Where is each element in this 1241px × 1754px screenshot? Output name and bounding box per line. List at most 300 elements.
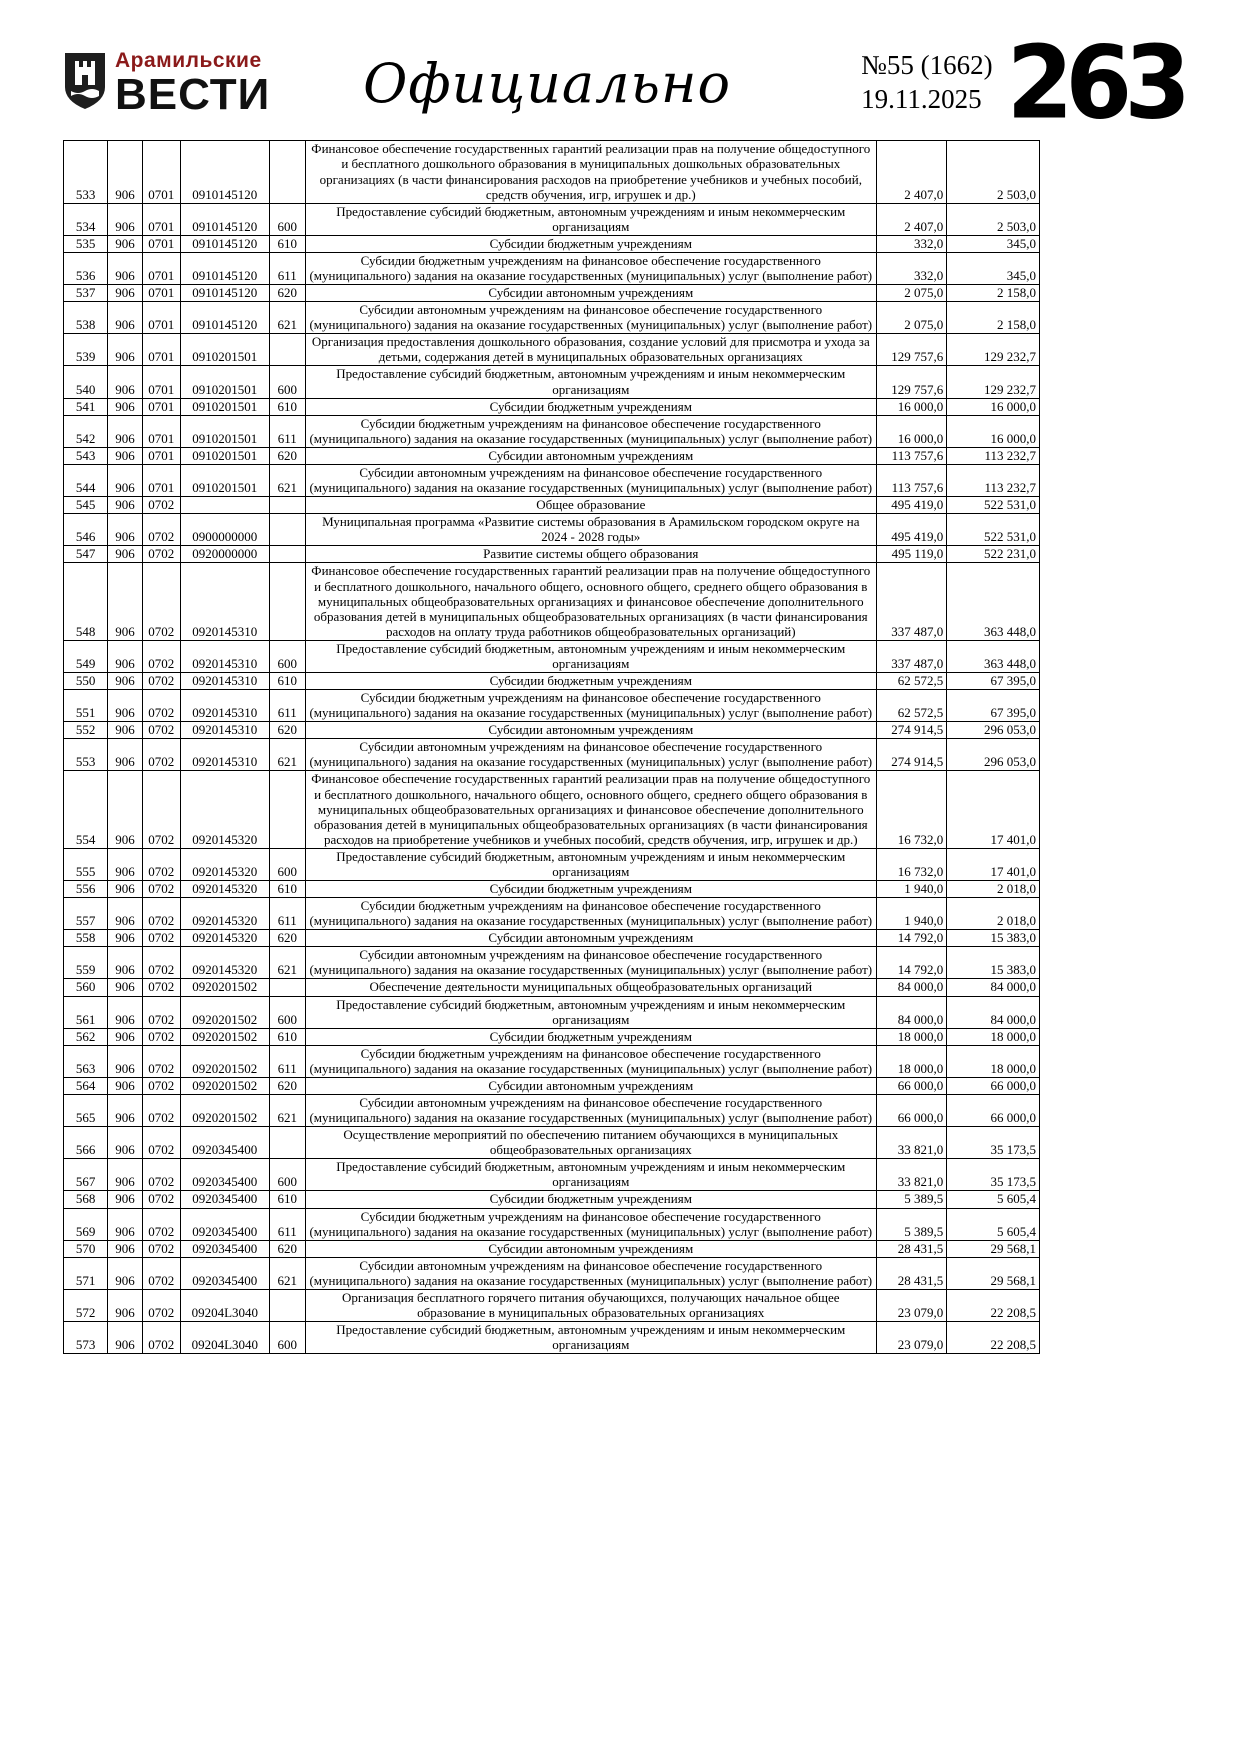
amount-cell-1: 5 389,5 [876, 1191, 947, 1208]
grbs-code-cell: 906 [108, 546, 142, 563]
target-article-cell: 0900000000 [180, 514, 269, 546]
name-cell: Субсидии бюджетным учреждениям на финансовое обеспечение государственного (муниципального) задания на оказание государственных (муниципальных) услуг (выполнение работ) [305, 252, 876, 284]
target-article-cell: 0920345400 [180, 1159, 269, 1191]
target-article-cell: 0920201502 [180, 1045, 269, 1077]
table-row [64, 1159, 1040, 1191]
target-article-cell: 09204L3040 [180, 1322, 269, 1354]
line-number-cell: 536 [64, 252, 108, 284]
expense-type-cell: 610 [269, 672, 305, 689]
table-row [64, 1208, 1040, 1240]
section-code-cell: 0702 [142, 930, 180, 947]
grbs-code-cell: 906 [108, 334, 142, 366]
line-number-cell: 559 [64, 947, 108, 979]
line-number-cell: 560 [64, 979, 108, 996]
section-code-cell: 0701 [142, 235, 180, 252]
grbs-code-cell: 906 [108, 947, 142, 979]
table-row [64, 464, 1040, 496]
name-cell: Финансовое обеспечение государственных гарантий реализации прав на получение общедоступного и бесплатного дошкольного, начального общего, основного общего, среднего общего образования в муниципальных общеобразовательных организациях и финансовое обеспечение дополнительного образования детей в муниципальных общеобразовательных организациях (в части финансирования расходов на оплату труда работников общеобразовательных организаций) [305, 563, 876, 640]
table-row [64, 1289, 1040, 1321]
expense-type-cell: 621 [269, 1257, 305, 1289]
expense-type-cell: 620 [269, 1240, 305, 1257]
amount-cell-1: 62 572,5 [876, 672, 947, 689]
grbs-code-cell: 906 [108, 398, 142, 415]
grbs-code-cell: 906 [108, 514, 142, 546]
line-number-cell: 570 [64, 1240, 108, 1257]
grbs-code-cell: 906 [108, 690, 142, 722]
expense-type-cell [269, 497, 305, 514]
name-cell: Организация бесплатного горячего питания обучающихся, получающих начальное общее образование в муниципальных образовательных организациях [305, 1289, 876, 1321]
target-article-cell: 0910201501 [180, 366, 269, 398]
amount-cell-1: 2 075,0 [876, 285, 947, 302]
section-code-cell: 0702 [142, 1159, 180, 1191]
target-article-cell: 0910145120 [180, 302, 269, 334]
amount-cell-1: 495 419,0 [876, 514, 947, 546]
amount-cell-2: 17 401,0 [947, 771, 1040, 848]
target-article-cell: 0920145320 [180, 930, 269, 947]
grbs-code-cell: 906 [108, 497, 142, 514]
section-code-cell: 0702 [142, 996, 180, 1028]
grbs-code-cell: 906 [108, 771, 142, 848]
grbs-code-cell: 906 [108, 848, 142, 880]
name-cell: Муниципальная программа «Развитие системы образования в Арамильском городском округе на 2024 - 2028 годы» [305, 514, 876, 546]
target-article-cell: 0910145120 [180, 203, 269, 235]
amount-cell-2: 35 173,5 [947, 1159, 1040, 1191]
amount-cell-2: 18 000,0 [947, 1045, 1040, 1077]
line-number-cell: 538 [64, 302, 108, 334]
amount-cell-2: 17 401,0 [947, 848, 1040, 880]
amount-cell-1: 23 079,0 [876, 1322, 947, 1354]
expense-type-cell: 621 [269, 947, 305, 979]
section-code-cell: 0701 [142, 334, 180, 366]
expense-type-cell [269, 1127, 305, 1159]
grbs-code-cell: 906 [108, 415, 142, 447]
name-cell: Предоставление субсидий бюджетным, автономным учреждениям и иным некоммерческим организациям [305, 366, 876, 398]
grbs-code-cell: 906 [108, 366, 142, 398]
name-cell: Предоставление субсидий бюджетным, автономным учреждениям и иным некоммерческим организациям [305, 996, 876, 1028]
name-cell: Предоставление субсидий бюджетным, автономным учреждениям и иным некоммерческим организациям [305, 640, 876, 672]
line-number-cell: 544 [64, 464, 108, 496]
line-number-cell: 533 [64, 141, 108, 203]
name-cell: Обеспечение деятельности муниципальных общеобразовательных организаций [305, 979, 876, 996]
grbs-code-cell: 906 [108, 1240, 142, 1257]
expense-type-cell [269, 546, 305, 563]
expense-type-cell: 620 [269, 447, 305, 464]
page-number: 263 [1006, 24, 1183, 142]
amount-cell-2: 66 000,0 [947, 1095, 1040, 1127]
grbs-code-cell: 906 [108, 203, 142, 235]
name-cell: Субсидии автономным учреждениям на финансовое обеспечение государственного (муниципального) задания на оказание государственных (муниципальных) услуг (выполнение работ) [305, 1095, 876, 1127]
section-code-cell: 0702 [142, 947, 180, 979]
amount-cell-1: 129 757,6 [876, 366, 947, 398]
grbs-code-cell: 906 [108, 1028, 142, 1045]
amount-cell-2: 67 395,0 [947, 690, 1040, 722]
table-row [64, 415, 1040, 447]
amount-cell-1: 23 079,0 [876, 1289, 947, 1321]
amount-cell-2: 363 448,0 [947, 640, 1040, 672]
table-row [64, 1257, 1040, 1289]
grbs-code-cell: 906 [108, 1127, 142, 1159]
amount-cell-2: 113 232,7 [947, 447, 1040, 464]
amount-cell-2: 296 053,0 [947, 722, 1040, 739]
name-cell: Субсидии бюджетным учреждениям на финансовое обеспечение государственного (муниципального) задания на оказание государственных (муниципальных) услуг (выполнение работ) [305, 1208, 876, 1240]
grbs-code-cell: 906 [108, 1045, 142, 1077]
amount-cell-1: 495 119,0 [876, 546, 947, 563]
amount-cell-1: 2 407,0 [876, 141, 947, 203]
target-article-cell: 0920345400 [180, 1208, 269, 1240]
line-number-cell: 540 [64, 366, 108, 398]
expense-type-cell: 600 [269, 1159, 305, 1191]
line-number-cell: 556 [64, 880, 108, 897]
brand-name-bottom: ВЕСТИ [115, 69, 271, 119]
target-article-cell: 0920145310 [180, 640, 269, 672]
grbs-code-cell: 906 [108, 563, 142, 640]
name-cell: Предоставление субсидий бюджетным, автономным учреждениям и иным некоммерческим организациям [305, 848, 876, 880]
amount-cell-2: 345,0 [947, 235, 1040, 252]
amount-cell-1: 337 487,0 [876, 563, 947, 640]
name-cell: Субсидии бюджетным учреждениям [305, 672, 876, 689]
amount-cell-2: 2 158,0 [947, 302, 1040, 334]
amount-cell-1: 62 572,5 [876, 690, 947, 722]
table-row [64, 203, 1040, 235]
amount-cell-1: 274 914,5 [876, 739, 947, 771]
amount-cell-2: 363 448,0 [947, 563, 1040, 640]
brand-text [115, 50, 270, 117]
target-article-cell: 0920145320 [180, 848, 269, 880]
amount-cell-1: 18 000,0 [876, 1045, 947, 1077]
name-cell: Финансовое обеспечение государственных гарантий реализации прав на получение общедоступного и бесплатного дошкольного образования в муниципальных дошкольных образовательных организациях (в части финансирования расходов на приобретение учебников и учебных пособий, средств обучения, игр, игрушек и др.) [305, 141, 876, 203]
table-row [64, 1028, 1040, 1045]
budget-table-body [64, 141, 1040, 1354]
name-cell: Субсидии автономным учреждениям на финансовое обеспечение государственного (муниципального) задания на оказание государственных (муниципальных) услуг (выполнение работ) [305, 947, 876, 979]
line-number-cell: 561 [64, 996, 108, 1028]
amount-cell-1: 129 757,6 [876, 334, 947, 366]
table-row [64, 979, 1040, 996]
table-row [64, 739, 1040, 771]
issue-number: №55 (1662) [861, 50, 993, 81]
name-cell: Общее образование [305, 497, 876, 514]
section-code-cell: 0702 [142, 1045, 180, 1077]
line-number-cell: 564 [64, 1077, 108, 1094]
table-row [64, 898, 1040, 930]
expense-type-cell: 621 [269, 302, 305, 334]
expense-type-cell: 611 [269, 415, 305, 447]
amount-cell-2: 15 383,0 [947, 947, 1040, 979]
table-row [64, 690, 1040, 722]
section-code-cell: 0702 [142, 722, 180, 739]
line-number-cell: 547 [64, 546, 108, 563]
section-code-cell: 0702 [142, 1095, 180, 1127]
amount-cell-2: 16 000,0 [947, 415, 1040, 447]
line-number-cell: 567 [64, 1159, 108, 1191]
table-row [64, 334, 1040, 366]
amount-cell-2: 129 232,7 [947, 366, 1040, 398]
expense-type-cell: 600 [269, 1322, 305, 1354]
amount-cell-2: 16 000,0 [947, 398, 1040, 415]
amount-cell-2: 522 231,0 [947, 546, 1040, 563]
amount-cell-1: 1 940,0 [876, 898, 947, 930]
expense-type-cell: 620 [269, 1077, 305, 1094]
amount-cell-1: 1 940,0 [876, 880, 947, 897]
amount-cell-1: 66 000,0 [876, 1077, 947, 1094]
table-row [64, 1191, 1040, 1208]
line-number-cell: 545 [64, 497, 108, 514]
target-article-cell: 0920145320 [180, 898, 269, 930]
line-number-cell: 539 [64, 334, 108, 366]
line-number-cell: 562 [64, 1028, 108, 1045]
grbs-code-cell: 906 [108, 880, 142, 897]
line-number-cell: 565 [64, 1095, 108, 1127]
section-code-cell: 0702 [142, 1191, 180, 1208]
amount-cell-1: 84 000,0 [876, 996, 947, 1028]
grbs-code-cell: 906 [108, 447, 142, 464]
expense-type-cell: 620 [269, 930, 305, 947]
expense-type-cell: 621 [269, 464, 305, 496]
amount-cell-1: 274 914,5 [876, 722, 947, 739]
grbs-code-cell: 906 [108, 252, 142, 284]
table-row [64, 563, 1040, 640]
grbs-code-cell: 906 [108, 1208, 142, 1240]
grbs-code-cell: 906 [108, 739, 142, 771]
line-number-cell: 558 [64, 930, 108, 947]
section-code-cell: 0702 [142, 979, 180, 996]
table-row [64, 302, 1040, 334]
amount-cell-2: 2 503,0 [947, 141, 1040, 203]
grbs-code-cell: 906 [108, 302, 142, 334]
budget-table [63, 140, 1040, 1354]
table-row [64, 141, 1040, 203]
table-row [64, 285, 1040, 302]
section-code-cell: 0702 [142, 546, 180, 563]
amount-cell-1: 18 000,0 [876, 1028, 947, 1045]
target-article-cell: 0920201502 [180, 979, 269, 996]
table-row [64, 1240, 1040, 1257]
section-code-cell: 0701 [142, 398, 180, 415]
line-number-cell: 554 [64, 771, 108, 848]
line-number-cell: 549 [64, 640, 108, 672]
section-code-cell: 0702 [142, 1289, 180, 1321]
amount-cell-2: 18 000,0 [947, 1028, 1040, 1045]
section-code-cell: 0702 [142, 514, 180, 546]
amount-cell-1: 2 407,0 [876, 203, 947, 235]
line-number-cell: 572 [64, 1289, 108, 1321]
amount-cell-2: 2 018,0 [947, 898, 1040, 930]
section-code-cell: 0701 [142, 447, 180, 464]
table-row [64, 1077, 1040, 1094]
line-number-cell: 555 [64, 848, 108, 880]
name-cell: Субсидии автономным учреждениям [305, 722, 876, 739]
section-code-cell: 0702 [142, 848, 180, 880]
name-cell: Субсидии бюджетным учреждениям на финансовое обеспечение государственного (муниципального) задания на оказание государственных (муниципальных) услуг (выполнение работ) [305, 415, 876, 447]
section-code-cell: 0702 [142, 1127, 180, 1159]
expense-type-cell: 610 [269, 1028, 305, 1045]
section-code-cell: 0702 [142, 640, 180, 672]
amount-cell-2: 296 053,0 [947, 739, 1040, 771]
amount-cell-2: 84 000,0 [947, 996, 1040, 1028]
expense-type-cell: 620 [269, 722, 305, 739]
amount-cell-2: 84 000,0 [947, 979, 1040, 996]
section-code-cell: 0702 [142, 1240, 180, 1257]
target-article-cell: 0920201502 [180, 996, 269, 1028]
target-article-cell: 0920145310 [180, 672, 269, 689]
expense-type-cell: 600 [269, 848, 305, 880]
line-number-cell: 563 [64, 1045, 108, 1077]
line-number-cell: 541 [64, 398, 108, 415]
line-number-cell: 551 [64, 690, 108, 722]
table-row [64, 1095, 1040, 1127]
line-number-cell: 552 [64, 722, 108, 739]
expense-type-cell: 620 [269, 285, 305, 302]
city-emblem-icon [63, 51, 107, 116]
amount-cell-2: 29 568,1 [947, 1240, 1040, 1257]
name-cell: Предоставление субсидий бюджетным, автономным учреждениям и иным некоммерческим организациям [305, 1322, 876, 1354]
amount-cell-2: 15 383,0 [947, 930, 1040, 947]
expense-type-cell: 610 [269, 398, 305, 415]
expense-type-cell: 610 [269, 235, 305, 252]
grbs-code-cell: 906 [108, 1095, 142, 1127]
target-article-cell: 0920201502 [180, 1095, 269, 1127]
target-article-cell: 0920201502 [180, 1028, 269, 1045]
expense-type-cell: 600 [269, 203, 305, 235]
amount-cell-1: 2 075,0 [876, 302, 947, 334]
section-code-cell: 0702 [142, 690, 180, 722]
amount-cell-2: 67 395,0 [947, 672, 1040, 689]
table-row [64, 930, 1040, 947]
target-article-cell: 0910145120 [180, 141, 269, 203]
section-code-cell: 0701 [142, 252, 180, 284]
section-code-cell: 0702 [142, 1322, 180, 1354]
section-code-cell: 0701 [142, 203, 180, 235]
grbs-code-cell: 906 [108, 1257, 142, 1289]
line-number-cell: 543 [64, 447, 108, 464]
expense-type-cell [269, 334, 305, 366]
name-cell: Субсидии автономным учреждениям [305, 285, 876, 302]
section-code-cell: 0702 [142, 771, 180, 848]
expense-type-cell: 610 [269, 880, 305, 897]
amount-cell-2: 66 000,0 [947, 1077, 1040, 1094]
name-cell: Субсидии автономным учреждениям [305, 447, 876, 464]
name-cell: Субсидии автономным учреждениям [305, 1077, 876, 1094]
amount-cell-1: 332,0 [876, 235, 947, 252]
name-cell: Субсидии автономным учреждениям [305, 1240, 876, 1257]
amount-cell-1: 16 732,0 [876, 848, 947, 880]
section-code-cell: 0701 [142, 302, 180, 334]
expense-type-cell: 611 [269, 1045, 305, 1077]
grbs-code-cell: 906 [108, 1159, 142, 1191]
expense-type-cell: 621 [269, 739, 305, 771]
grbs-code-cell: 906 [108, 996, 142, 1028]
name-cell: Субсидии бюджетным учреждениям [305, 398, 876, 415]
name-cell: Осуществление мероприятий по обеспечению питанием обучающихся в муниципальных общеобразовательных организациях [305, 1127, 876, 1159]
amount-cell-1: 337 487,0 [876, 640, 947, 672]
section-code-cell: 0702 [142, 497, 180, 514]
grbs-code-cell: 906 [108, 1191, 142, 1208]
grbs-code-cell: 906 [108, 1077, 142, 1094]
grbs-code-cell: 906 [108, 979, 142, 996]
target-article-cell: 0910201501 [180, 398, 269, 415]
target-article-cell: 0910145120 [180, 235, 269, 252]
target-article-cell: 0920145320 [180, 771, 269, 848]
target-article-cell: 0920145310 [180, 722, 269, 739]
masthead [63, 24, 1183, 142]
expense-type-cell: 600 [269, 640, 305, 672]
section-code-cell: 0702 [142, 672, 180, 689]
expense-type-cell: 600 [269, 996, 305, 1028]
target-article-cell: 0910145120 [180, 285, 269, 302]
line-number-cell: 542 [64, 415, 108, 447]
name-cell: Субсидии бюджетным учреждениям [305, 235, 876, 252]
section-code-cell: 0701 [142, 285, 180, 302]
table-row [64, 672, 1040, 689]
amount-cell-2: 22 208,5 [947, 1289, 1040, 1321]
line-number-cell: 573 [64, 1322, 108, 1354]
target-article-cell: 0920145310 [180, 563, 269, 640]
section-code-cell: 0702 [142, 880, 180, 897]
amount-cell-1: 14 792,0 [876, 930, 947, 947]
table-row [64, 252, 1040, 284]
expense-type-cell: 611 [269, 1208, 305, 1240]
table-row [64, 880, 1040, 897]
line-number-cell: 569 [64, 1208, 108, 1240]
table-row [64, 514, 1040, 546]
expense-type-cell: 611 [269, 690, 305, 722]
expense-type-cell [269, 1289, 305, 1321]
name-cell: Субсидии автономным учреждениям на финансовое обеспечение государственного (муниципального) задания на оказание государственных (муниципальных) услуг (выполнение работ) [305, 464, 876, 496]
table-row [64, 1322, 1040, 1354]
target-article-cell: 0920000000 [180, 546, 269, 563]
name-cell: Субсидии автономным учреждениям на финансовое обеспечение государственного (муниципального) задания на оказание государственных (муниципальных) услуг (выполнение работ) [305, 739, 876, 771]
table-row [64, 640, 1040, 672]
expense-type-cell [269, 563, 305, 640]
line-number-cell: 548 [64, 563, 108, 640]
grbs-code-cell: 906 [108, 1289, 142, 1321]
section-code-cell: 0701 [142, 366, 180, 398]
grbs-code-cell: 906 [108, 722, 142, 739]
table-row [64, 1127, 1040, 1159]
amount-cell-1: 28 431,5 [876, 1257, 947, 1289]
line-number-cell: 535 [64, 235, 108, 252]
grbs-code-cell: 906 [108, 640, 142, 672]
expense-type-cell: 621 [269, 1095, 305, 1127]
table-row [64, 447, 1040, 464]
line-number-cell: 550 [64, 672, 108, 689]
grbs-code-cell: 906 [108, 672, 142, 689]
name-cell: Субсидии автономным учреждениям [305, 930, 876, 947]
name-cell: Субсидии бюджетным учреждениям на финансовое обеспечение государственного (муниципального) задания на оказание государственных (муниципальных) услуг (выполнение работ) [305, 1045, 876, 1077]
grbs-code-cell: 906 [108, 141, 142, 203]
amount-cell-1: 16 000,0 [876, 398, 947, 415]
section-code-cell: 0701 [142, 415, 180, 447]
amount-cell-2: 2 503,0 [947, 203, 1040, 235]
name-cell: Развитие системы общего образования [305, 546, 876, 563]
amount-cell-2: 345,0 [947, 252, 1040, 284]
line-number-cell: 553 [64, 739, 108, 771]
table-row [64, 996, 1040, 1028]
target-article-cell: 0920145320 [180, 880, 269, 897]
amount-cell-1: 84 000,0 [876, 979, 947, 996]
amount-cell-2: 113 232,7 [947, 464, 1040, 496]
line-number-cell: 568 [64, 1191, 108, 1208]
section-code-cell: 0701 [142, 464, 180, 496]
grbs-code-cell: 906 [108, 930, 142, 947]
line-number-cell: 546 [64, 514, 108, 546]
line-number-cell: 534 [64, 203, 108, 235]
name-cell: Организация предоставления дошкольного образования, создание условий для присмотра и ухода за детьми, содержания детей в муниципальных образовательных организациях [305, 334, 876, 366]
amount-cell-1: 33 821,0 [876, 1159, 947, 1191]
target-article-cell: 0920145310 [180, 739, 269, 771]
target-article-cell: 0910201501 [180, 334, 269, 366]
name-cell: Субсидии автономным учреждениям на финансовое обеспечение государственного (муниципального) задания на оказание государственных (муниципальных) услуг (выполнение работ) [305, 1257, 876, 1289]
table-row [64, 722, 1040, 739]
